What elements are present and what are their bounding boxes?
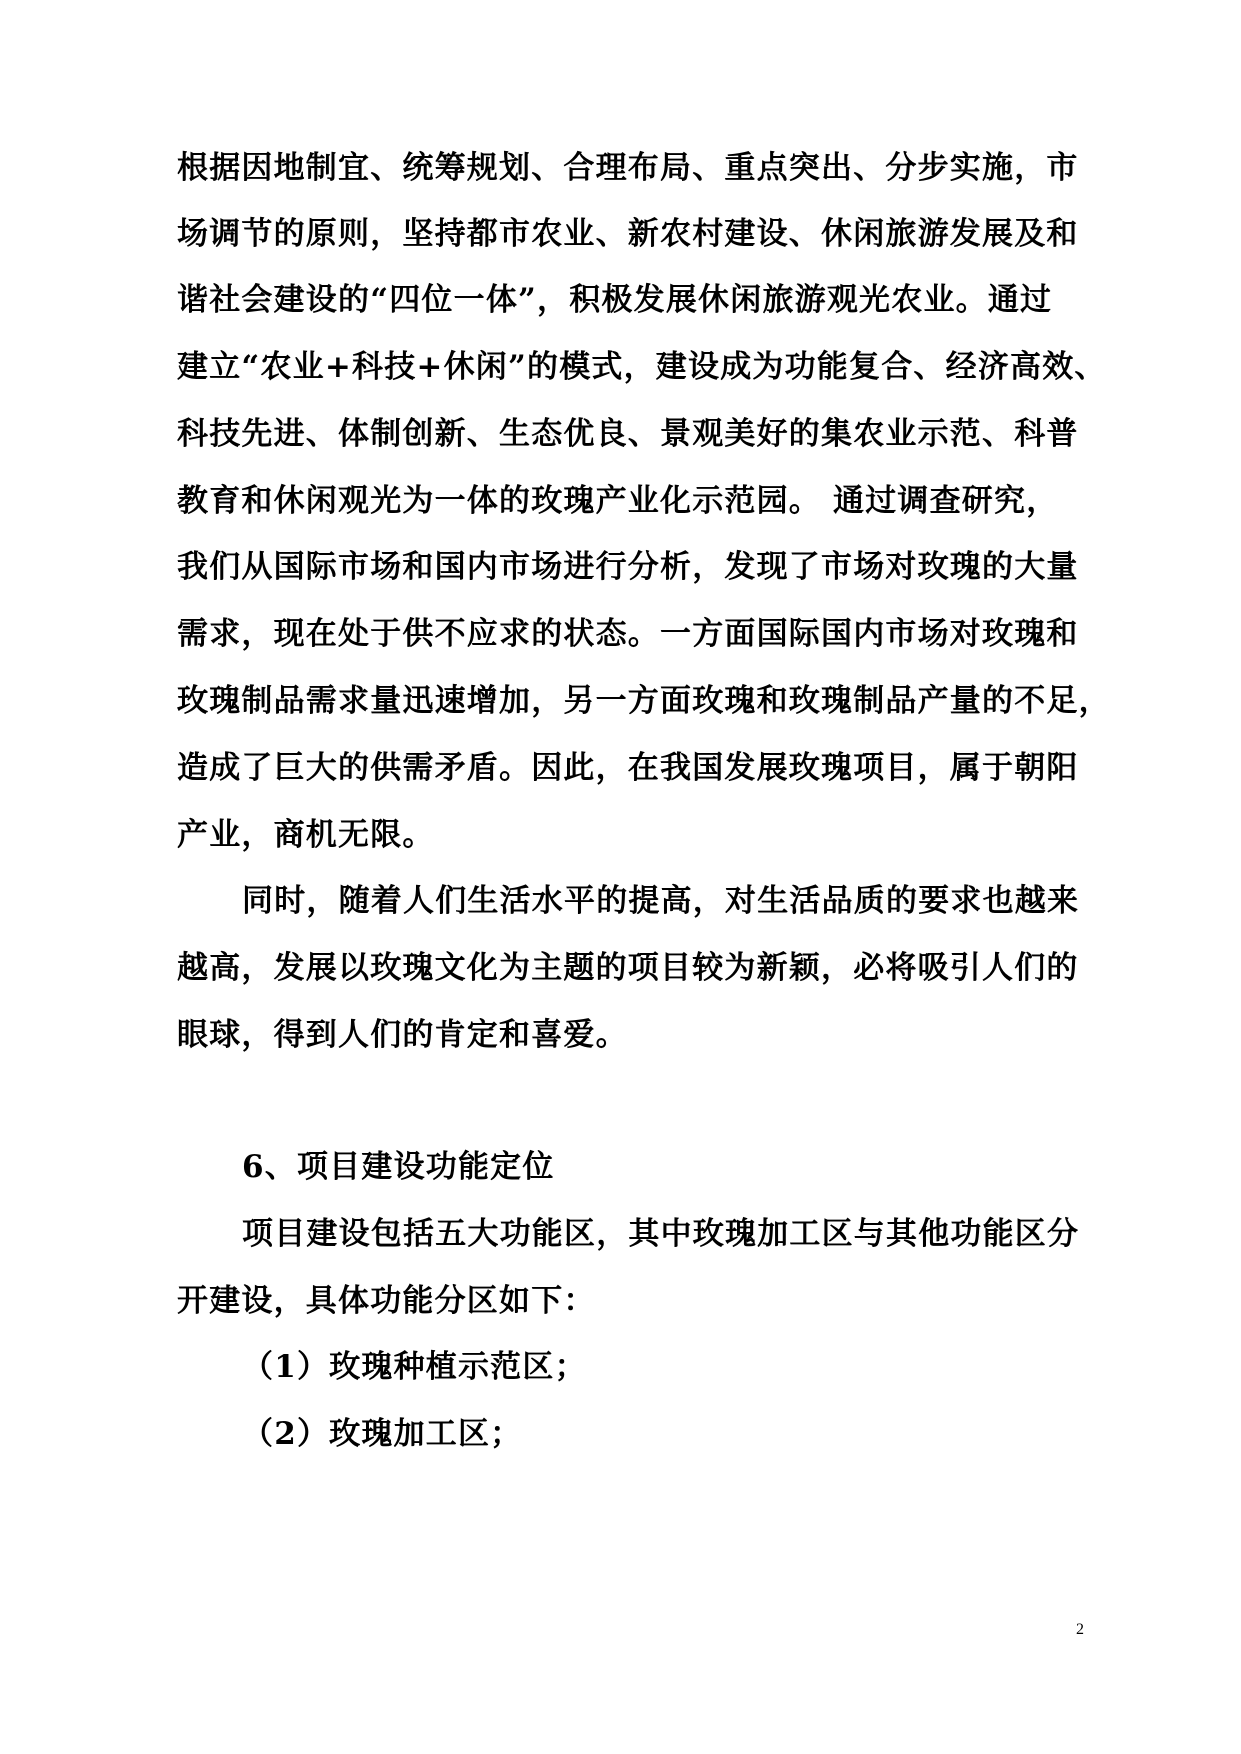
list-item: （1）玫瑰种植示范区； <box>242 1349 587 1385</box>
section-heading: 6、项目建设功能定位 <box>242 1149 555 1185</box>
paragraph-line: 教育和休闲观光为一体的玫瑰产业化示范园。 通过调查研究， <box>177 483 1059 519</box>
paragraph-line: 需求，现在处于供不应求的状态。一方面国际国内市场对玫瑰和 <box>177 616 1079 652</box>
paragraph-line: 产业，商机无限。 <box>177 817 435 853</box>
paragraph-line: 建立“农业+科技+休闲”的模式，建设成为功能复合、经济高效、 <box>177 349 1107 385</box>
list-item: （2）玫瑰加工区； <box>242 1416 523 1452</box>
paragraph-line: 科技先进、体制创新、生态优良、景观美好的集农业示范、科普 <box>177 416 1079 452</box>
paragraph-line: 眼球，得到人们的肯定和喜爱。 <box>177 1017 628 1053</box>
page-number: 2 <box>1076 1621 1084 1638</box>
paragraph-line: 同时，随着人们生活水平的提高，对生活品质的要求也越来 <box>242 883 1080 919</box>
paragraph-line: 越高，发展以玫瑰文化为主题的项目较为新颖，必将吸引人们的 <box>177 950 1079 986</box>
paragraph-line: 造成了巨大的供需矛盾。因此，在我国发展玫瑰项目，属于朝阳 <box>177 750 1079 786</box>
paragraph-line: 我们从国际市场和国内市场进行分析，发现了市场对玫瑰的大量 <box>177 549 1079 585</box>
paragraph-line: 项目建设包括五大功能区，其中玫瑰加工区与其他功能区分 <box>242 1216 1080 1252</box>
paragraph-line: 根据因地制宜、统筹规划、合理布局、重点突出、分步实施，市 <box>177 150 1079 186</box>
paragraph-line: 玫瑰制品需求量迅速增加，另一方面玫瑰和玫瑰制品产量的不足， <box>177 683 1111 719</box>
paragraph-line: 谐社会建设的“四位一体”，积极发展休闲旅游观光农业。通过 <box>177 282 1053 318</box>
paragraph-line: 开建设，具体功能分区如下： <box>177 1283 596 1319</box>
paragraph-line: 场调节的原则，坚持都市农业、新农村建设、休闲旅游发展及和 <box>177 216 1079 252</box>
